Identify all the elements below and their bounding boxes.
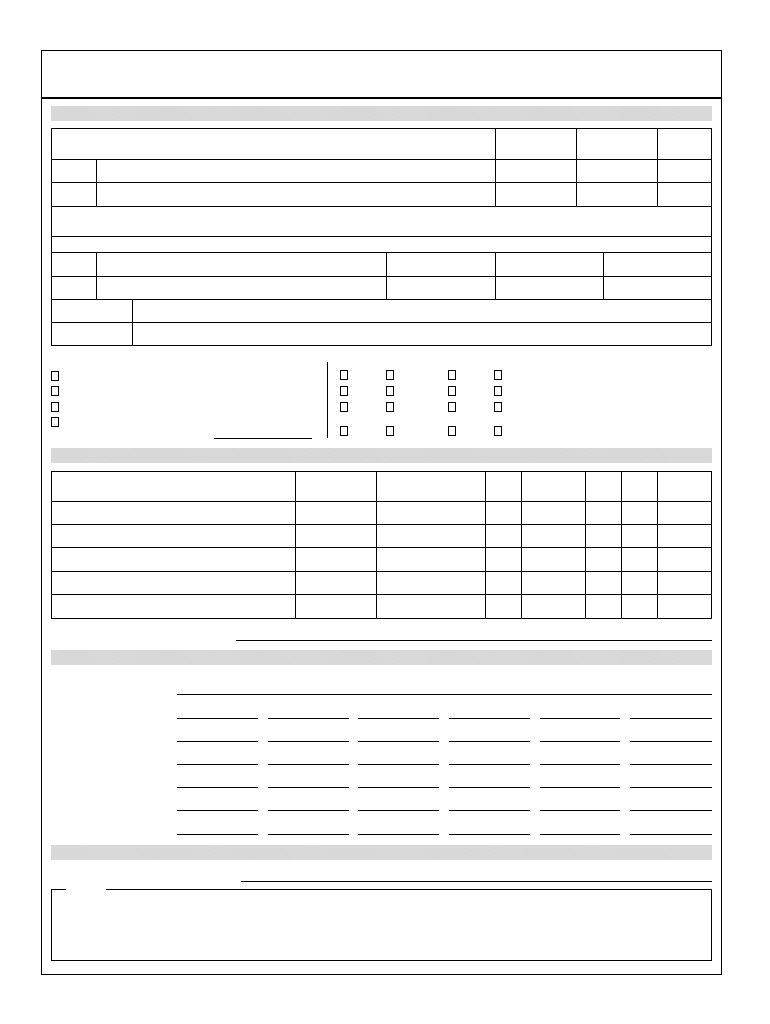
- info-grid-line: [51, 206, 712, 207]
- section-band-4: [51, 845, 712, 860]
- form-header: [41, 50, 722, 99]
- checkbox[interactable]: [386, 386, 394, 396]
- checkbox[interactable]: [386, 426, 394, 436]
- items-table-line: [621, 471, 622, 619]
- checkbox[interactable]: [494, 426, 502, 436]
- items-table-line: [295, 471, 296, 619]
- info-grid-line: [495, 128, 496, 206]
- items-table-line: [521, 471, 522, 619]
- info-grid: [51, 128, 712, 346]
- info-grid-line: [132, 299, 133, 346]
- checkbox[interactable]: [340, 402, 348, 412]
- input-line[interactable]: [241, 881, 712, 882]
- info-grid-line: [96, 252, 97, 299]
- checkbox[interactable]: [494, 402, 502, 412]
- info-grid-line: [51, 322, 712, 323]
- section-band-3: [51, 650, 712, 665]
- checkbox[interactable]: [51, 417, 59, 427]
- info-grid-line: [657, 128, 658, 206]
- info-grid-line: [495, 252, 496, 299]
- notes-box[interactable]: [51, 889, 712, 961]
- input-line[interactable]: [236, 640, 712, 641]
- checkbox[interactable]: [51, 386, 59, 396]
- info-grid-line: [576, 128, 577, 206]
- checkbox[interactable]: [494, 370, 502, 380]
- checkbox[interactable]: [448, 426, 456, 436]
- checkbox[interactable]: [448, 370, 456, 380]
- items-table-line: [376, 471, 377, 619]
- items-table-line: [51, 501, 712, 502]
- info-grid-line: [51, 236, 712, 237]
- info-grid-line: [51, 159, 712, 160]
- section-band-1: [51, 106, 712, 121]
- notes-box-gap: [66, 887, 106, 891]
- items-table-line: [485, 471, 486, 619]
- checkbox[interactable]: [51, 371, 59, 381]
- section-band-2: [51, 448, 712, 463]
- info-grid-line: [51, 276, 712, 277]
- items-table-line: [51, 571, 712, 572]
- checkbox[interactable]: [51, 402, 59, 412]
- checkbox[interactable]: [448, 386, 456, 396]
- info-grid-line: [51, 182, 712, 183]
- input-line[interactable]: [214, 438, 312, 439]
- info-grid-line: [96, 159, 97, 206]
- checkbox[interactable]: [448, 402, 456, 412]
- items-table-line: [51, 547, 712, 548]
- checkbox[interactable]: [386, 370, 394, 380]
- checkbox[interactable]: [340, 426, 348, 436]
- info-grid-line: [51, 252, 712, 253]
- info-grid-line: [386, 252, 387, 299]
- checkbox[interactable]: [340, 386, 348, 396]
- info-grid-line: [51, 299, 712, 300]
- info-grid-line: [603, 252, 604, 299]
- items-table-line: [585, 471, 586, 619]
- checkbox[interactable]: [386, 402, 394, 412]
- schedule-header-line: [177, 694, 712, 695]
- items-table-line: [51, 524, 712, 525]
- items-table-line: [657, 471, 658, 619]
- checkbox-divider: [327, 362, 328, 438]
- checkbox[interactable]: [494, 386, 502, 396]
- items-table-line: [51, 594, 712, 595]
- checkbox[interactable]: [340, 370, 348, 380]
- items-table: [51, 471, 712, 619]
